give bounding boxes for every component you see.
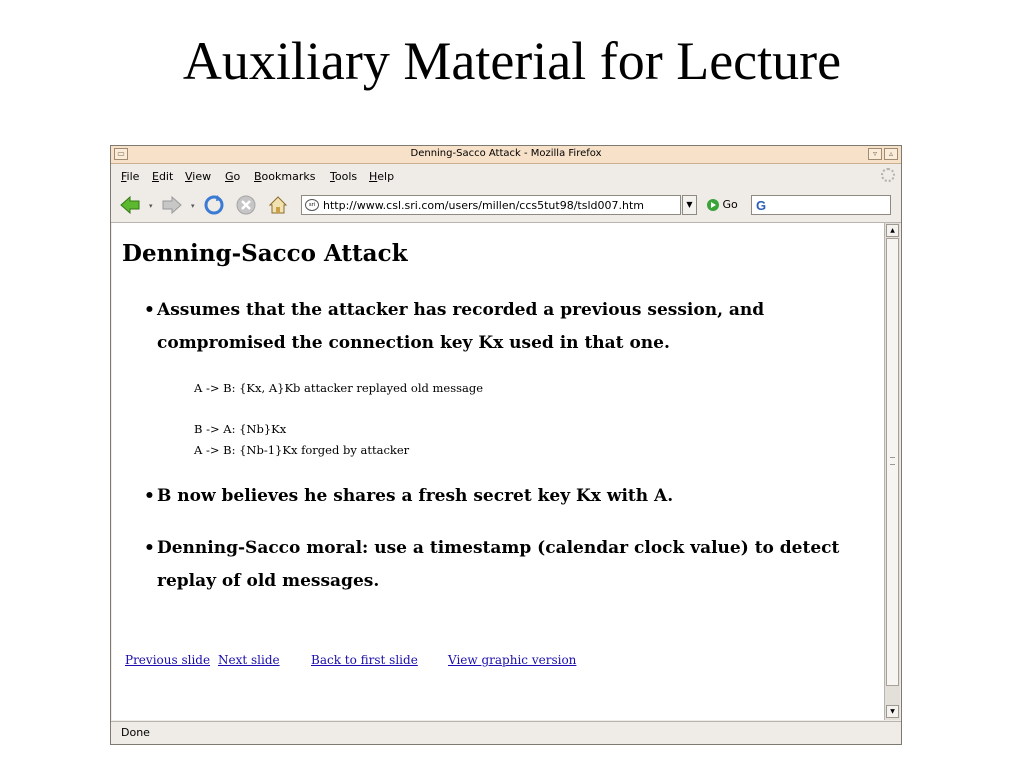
next-slide-link[interactable]: Next slide xyxy=(218,653,280,667)
menu-help[interactable]: Help xyxy=(369,170,395,183)
bullet-icon: • xyxy=(144,538,155,558)
google-icon[interactable]: G xyxy=(756,198,767,213)
maximize-button[interactable]: ▵ xyxy=(884,148,898,160)
bullet-item xyxy=(144,480,874,513)
menu-tools[interactable]: Tools xyxy=(330,170,358,183)
protocol-step: B -> A: {Nb}Kx xyxy=(194,422,287,436)
site-icon: sri xyxy=(305,199,319,211)
vertical-scrollbar[interactable] xyxy=(884,223,900,720)
slide-title: Auxiliary Material for Lecture xyxy=(182,31,842,91)
bullet-text: Denning-Sacco moral: use a timestamp (calendar clock value) to detect replay of old messages. xyxy=(157,538,840,591)
bullet-text: Assumes that the attacker has recorded a previous session, and compromised the connection key Kx used in that one. xyxy=(157,300,765,353)
page-content xyxy=(112,223,884,720)
go-icon xyxy=(707,199,719,211)
menu-edit[interactable]: Edit xyxy=(152,170,174,183)
bullet-text: B now believes he shares a fresh secret key Kx with A. xyxy=(157,486,674,506)
bullet-item xyxy=(144,532,874,598)
url-history-dropdown[interactable]: ▼ xyxy=(682,195,697,215)
window-menu-button[interactable]: ▭ xyxy=(114,148,128,160)
graphic-version-link[interactable]: View graphic version xyxy=(448,653,577,667)
address-bar[interactable] xyxy=(301,195,681,215)
status-bar xyxy=(111,721,901,744)
menu-file[interactable]: File xyxy=(121,170,140,183)
protocol-step: A -> B: {Kx, A}Kb attacker replayed old message xyxy=(194,381,484,395)
menu-go[interactable]: Go xyxy=(225,170,241,183)
menu-bookmarks[interactable]: Bookmarks xyxy=(254,170,316,183)
url-text[interactable]: http://www.csl.sri.com/users/millen/ccs5tut98/tsld007.htm xyxy=(323,199,644,212)
menu-bar xyxy=(111,165,901,187)
protocol-step: A -> B: {Nb-1}Kx forged by attacker xyxy=(194,443,410,457)
scroll-thumb[interactable] xyxy=(886,238,899,686)
minimize-button[interactable]: ▿ xyxy=(868,148,882,160)
status-text: Done xyxy=(121,726,150,739)
home-icon[interactable] xyxy=(267,194,289,216)
back-history-dropdown[interactable]: ▾ xyxy=(149,202,153,210)
menu-view[interactable]: View xyxy=(185,170,212,183)
forward-icon[interactable] xyxy=(161,194,183,216)
reload-icon[interactable] xyxy=(203,194,225,216)
first-slide-link[interactable]: Back to first slide xyxy=(311,653,418,667)
go-button[interactable] xyxy=(707,198,738,214)
go-label: Go xyxy=(722,198,738,211)
bullet-icon: • xyxy=(144,300,155,320)
window-titlebar[interactable] xyxy=(111,146,901,164)
scroll-up-button[interactable]: ▲ xyxy=(886,224,899,237)
throbber-icon xyxy=(881,168,895,182)
navigation-toolbar xyxy=(111,188,901,223)
forward-history-dropdown[interactable]: ▾ xyxy=(191,202,195,210)
bullet-icon: • xyxy=(144,486,155,506)
browser-window xyxy=(110,145,902,745)
back-icon[interactable] xyxy=(119,194,141,216)
stop-icon[interactable] xyxy=(235,194,257,216)
search-input[interactable] xyxy=(751,195,891,215)
page-heading: Denning-Sacco Attack xyxy=(122,240,408,267)
previous-slide-link[interactable]: Previous slide xyxy=(125,653,211,667)
bullet-item xyxy=(144,294,874,360)
scroll-down-button[interactable]: ▼ xyxy=(886,705,899,718)
window-title: Denning-Sacco Attack - Mozilla Firefox xyxy=(410,148,602,159)
